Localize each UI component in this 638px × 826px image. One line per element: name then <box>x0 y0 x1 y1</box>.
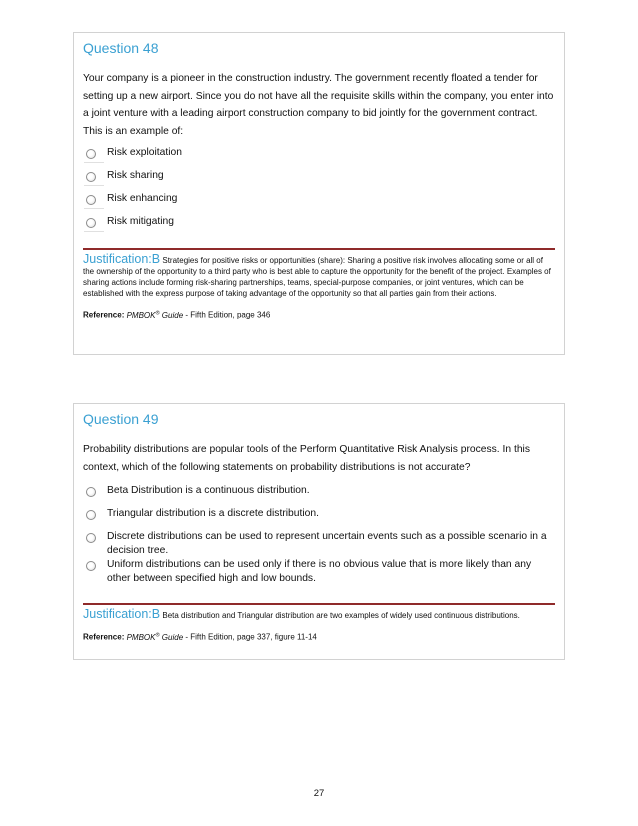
justification-text: Beta distribution and Triangular distribution are two examples of widely used continuous distributions. <box>162 611 520 620</box>
justification <box>83 609 555 621</box>
option-label: Triangular distribution is a discrete distribution. <box>107 508 319 519</box>
option-label: Risk enhancing <box>107 193 178 204</box>
justification <box>83 254 555 299</box>
option-label: Risk sharing <box>107 170 164 181</box>
radio-button-icon[interactable] <box>86 195 96 205</box>
question-title: Question 49 <box>83 411 159 427</box>
answer-option[interactable] <box>83 558 555 586</box>
answer-option[interactable] <box>83 507 555 521</box>
option-label: Uniform distributions can be used only if there is no obvious value that is more likely than any other between specified high and low bounds. <box>107 559 532 584</box>
reference-label: Reference: <box>83 310 125 320</box>
question-card-49 <box>73 403 565 660</box>
justification-text: Strategies for positive risks or opportunities (share): Sharing a positive risk involves allocating some or all of the ownership of the opportunity to a third party who is best able to capture the opportunity for the benefit of the project. Examples of sharing actions include forming risk-sharing partnerships, teams, special-purpose companies, or joint ventures, which can be established with the express purpose of taking advantage of the opportunity so that all parties gain from their actions. <box>83 256 551 298</box>
radio-button-icon[interactable] <box>86 561 96 571</box>
answer-option[interactable] <box>83 192 555 215</box>
divider <box>83 603 555 605</box>
option-label: Risk exploitation <box>107 147 182 158</box>
justification-label: Justification:B <box>83 607 161 621</box>
reference-detail: - Fifth Edition, page 346 <box>183 310 271 320</box>
reference-guide: PMBOK® Guide <box>126 632 184 642</box>
answer-option[interactable] <box>83 484 555 498</box>
answer-option[interactable] <box>83 169 555 192</box>
option-label: Beta Distribution is a continuous distribution. <box>107 485 310 496</box>
option-label: Risk mitigating <box>107 216 174 227</box>
page-number: 27 <box>313 788 325 799</box>
reference <box>83 630 555 643</box>
radio-button-icon[interactable] <box>86 172 96 182</box>
reference-detail: - Fifth Edition, page 337, figure 11-14 <box>183 632 317 642</box>
question-text: Probability distributions are popular tools of the Perform Quantitative Risk Analysis process. In this context, which of the following statements on probability distributions is not accurate? <box>83 444 530 473</box>
reference-label: Reference: <box>83 632 125 642</box>
answer-option[interactable] <box>83 146 555 169</box>
divider <box>83 248 555 250</box>
answer-option[interactable] <box>83 215 555 238</box>
reference <box>83 308 555 321</box>
question-text: Your company is a pioneer in the construction industry. The government recently floated a tender for setting up a new airport. Since you do not have all the requisite skills within the company, you enter into a joint venture with a leading airport construction company to bid jointly for the government contract. This is an example of: <box>83 73 554 137</box>
answer-options <box>83 484 555 586</box>
answer-options <box>83 146 555 238</box>
option-label: Discrete distributions can be used to represent uncertain events such as a possible scenario in a decision tree. <box>107 531 547 556</box>
answer-option[interactable] <box>83 530 555 558</box>
question-card-48 <box>73 32 565 355</box>
radio-button-icon[interactable] <box>86 487 96 497</box>
justification-label: Justification:B <box>83 252 161 266</box>
reference-guide: PMBOK® Guide <box>126 310 184 320</box>
radio-button-icon[interactable] <box>86 218 96 228</box>
radio-button-icon[interactable] <box>86 533 96 543</box>
radio-button-icon[interactable] <box>86 149 96 159</box>
radio-button-icon[interactable] <box>86 510 96 520</box>
question-title: Question 48 <box>83 40 159 56</box>
